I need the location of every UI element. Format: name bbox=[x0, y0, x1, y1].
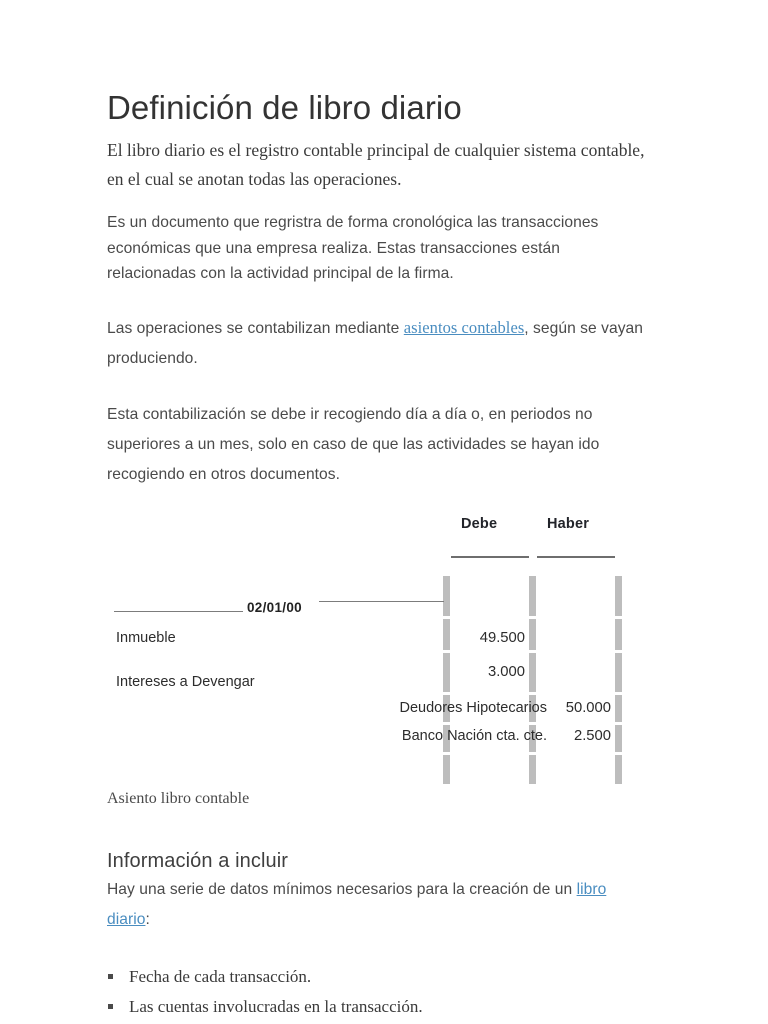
link-libro-diario[interactable]: libro diario bbox=[107, 880, 607, 928]
description-paragraph: Es un documento que regristra de forma cronológica las transacciones económicas que una empresa realiza. Estas transacciones están relacionadas con la actividad principal de la firma. bbox=[107, 214, 599, 282]
journal-account-intereses: Intereses a Devengar bbox=[116, 673, 255, 690]
page-title: Definición de libro diario bbox=[107, 89, 462, 126]
journal-date-rule-left bbox=[114, 611, 243, 612]
requirements-list bbox=[107, 963, 647, 1021]
journal-column-divider-2-seg-2 bbox=[529, 619, 536, 650]
journal-date-rule-right bbox=[319, 601, 444, 602]
list-item-label: Las cuentas involucradas en la transacción. bbox=[129, 996, 423, 1016]
document-content bbox=[107, 88, 647, 1023]
journal-credit-amount-deudores: 50.000 bbox=[565, 699, 611, 716]
journal-debit-amount-intereses: 3.000 bbox=[487, 663, 525, 680]
accounting-period-paragraph: Esta contabilización se debe ir recogiendo día a día o, en periodos no superiores a un mes, solo en caso de que las actividades se hayan ido recogiendo en otros documentos. bbox=[107, 405, 600, 483]
journal-column-divider-2-seg-1 bbox=[529, 576, 536, 616]
journal-credit-amount-banco: 2.500 bbox=[573, 727, 611, 744]
bullet-marker-icon bbox=[108, 1004, 113, 1009]
journal-account-banco: Banco Nación cta. cte. bbox=[401, 727, 547, 744]
list-item bbox=[107, 963, 647, 991]
journal-column-divider-2-seg-3 bbox=[529, 653, 536, 692]
journal-debit-header-rule bbox=[451, 556, 529, 558]
operations-text-before: Las operaciones se contabilizan mediante bbox=[107, 319, 404, 337]
subheading-text-after: : bbox=[145, 910, 150, 928]
subheading-text-before: Hay una serie de datos mínimos necesarios para la creación de un bbox=[107, 880, 577, 898]
journal-column-divider-3-seg-2 bbox=[615, 619, 622, 650]
figure-caption: Asiento libro contable bbox=[107, 789, 250, 807]
journal-account-deudores: Deudores Hipotecarios bbox=[399, 699, 547, 716]
section-heading-informacion: Información a incluir bbox=[107, 849, 289, 872]
journal-credit-header-rule bbox=[537, 556, 615, 558]
intro-paragraph: El libro diario es el registro contable principal de cualquier sistema contable, en el cual se anotan todas las operaciones. bbox=[107, 140, 645, 189]
journal-column-divider-3-seg-3 bbox=[615, 653, 622, 692]
link-asientos-contables[interactable]: asientos contables bbox=[403, 317, 525, 337]
operations-paragraph bbox=[107, 313, 647, 374]
journal-account-inmueble: Inmueble bbox=[116, 629, 176, 646]
bullet-marker-icon bbox=[108, 974, 113, 979]
journal-column-divider-3-seg-6 bbox=[615, 755, 622, 784]
subheading-paragraph bbox=[107, 875, 647, 935]
list-item bbox=[107, 993, 647, 1021]
journal-header-debit: Debe bbox=[461, 515, 498, 532]
journal-entry-figure bbox=[107, 504, 647, 772]
journal-column-divider-1-seg-3 bbox=[443, 653, 450, 692]
journal-debit-amount-inmueble: 49.500 bbox=[479, 629, 525, 646]
journal-column-divider-3-seg-1 bbox=[615, 576, 622, 616]
journal-column-divider-1-seg-6 bbox=[443, 755, 450, 784]
journal-date: 02/01/00 bbox=[247, 599, 302, 615]
journal-header-credit: Haber bbox=[547, 515, 590, 532]
operations-text-after: , según se vayan produciendo. bbox=[107, 319, 643, 367]
journal-column-divider-2-seg-6 bbox=[529, 755, 536, 784]
journal-column-divider-1-seg-2 bbox=[443, 619, 450, 650]
journal-column-divider-1-seg-1 bbox=[443, 576, 450, 616]
journal-column-divider-3-seg-4 bbox=[615, 695, 622, 722]
list-item-label: Fecha de cada transacción. bbox=[129, 966, 312, 986]
journal-column-divider-3-seg-5 bbox=[615, 725, 622, 752]
